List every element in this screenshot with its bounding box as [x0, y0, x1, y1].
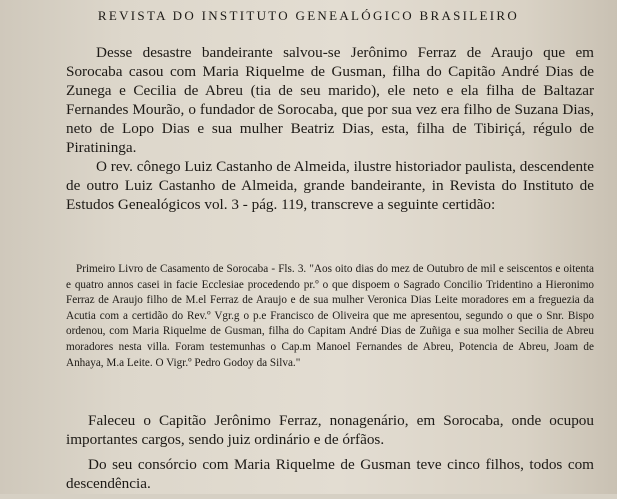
paragraph-2: O rev. cônego Luiz Castanho de Almeida, ilustre historiador paulista, descendente de outro Luiz Castanho de Almeida, grande bandeirante, in Revista do Instituto de Estudos Genealógicos vol. 3 - pág. 119, transcreve a seguinte certidão: [66, 158, 594, 213]
closing-text [66, 411, 594, 499]
paragraph-4: Do seu consórcio com Maria Riquelme de Gusman teve cinco filhos, todos com descendência. [66, 456, 594, 492]
certificate-quote [66, 262, 594, 371]
paragraph-1: Desse desastre bandeirante salvou-se Jerônimo Ferraz de Araujo que em Sorocaba casou com Maria Riquelme de Gusman, filha do Capitão André Dias de Zunega e Cecilia de Abreu (tia de seu marido), ele neto e ela filha de Baltazar Fernandes Mourão, o fundador de Sorocaba, que por sua vez era filho de Suzana Dias, neto de Lopo Dias e sua mulher Beatriz Dias, esta, filha de Tibiriçá, régulo de Piratininga. [66, 44, 594, 156]
paragraph-3: Faleceu o Capitão Jerônimo Ferraz, nonagenário, em Sorocaba, onde ocupou importantes cargos, sendo juiz ordinário e de órfãos. [66, 412, 594, 448]
quote-text: Primeiro Livro de Casamento de Sorocaba - Fls. 3. "Aos oito dias do mez de Outubro de mil e seiscentos e oitenta e quatro annos casei in facie Ecclesiae procedendo pr.º o que dispoem o Sagrado Concilio Tridentino a Hieronimo Ferraz de Araujo filho de M.el Ferraz de Araujo e de sua mulher Veronica Dias Leite moradores em a freguezia da Acutia com a certidão do Rev.º Vgr.g o p.e Francisco de Oliveira que me apresentou, segundo o que o Snr. Bispo ordenou, com Maria Riquelme de Gusman, filha do Capitam André Dias de Zuñiga e sua molher Secilia de Abreu moradores nesta villa. Foram testemunhas o Cap.m Manoel Fernandes de Abreu, Potencia de Abreu, Joam de Anhaya, M.a Leite. O Vigr.º Pedro Godoy da Silva." [66, 263, 594, 369]
running-header: REVISTA DO INSTITUTO GENEALÓGICO BRASILEIRO [97, 8, 520, 23]
main-text [66, 43, 594, 214]
